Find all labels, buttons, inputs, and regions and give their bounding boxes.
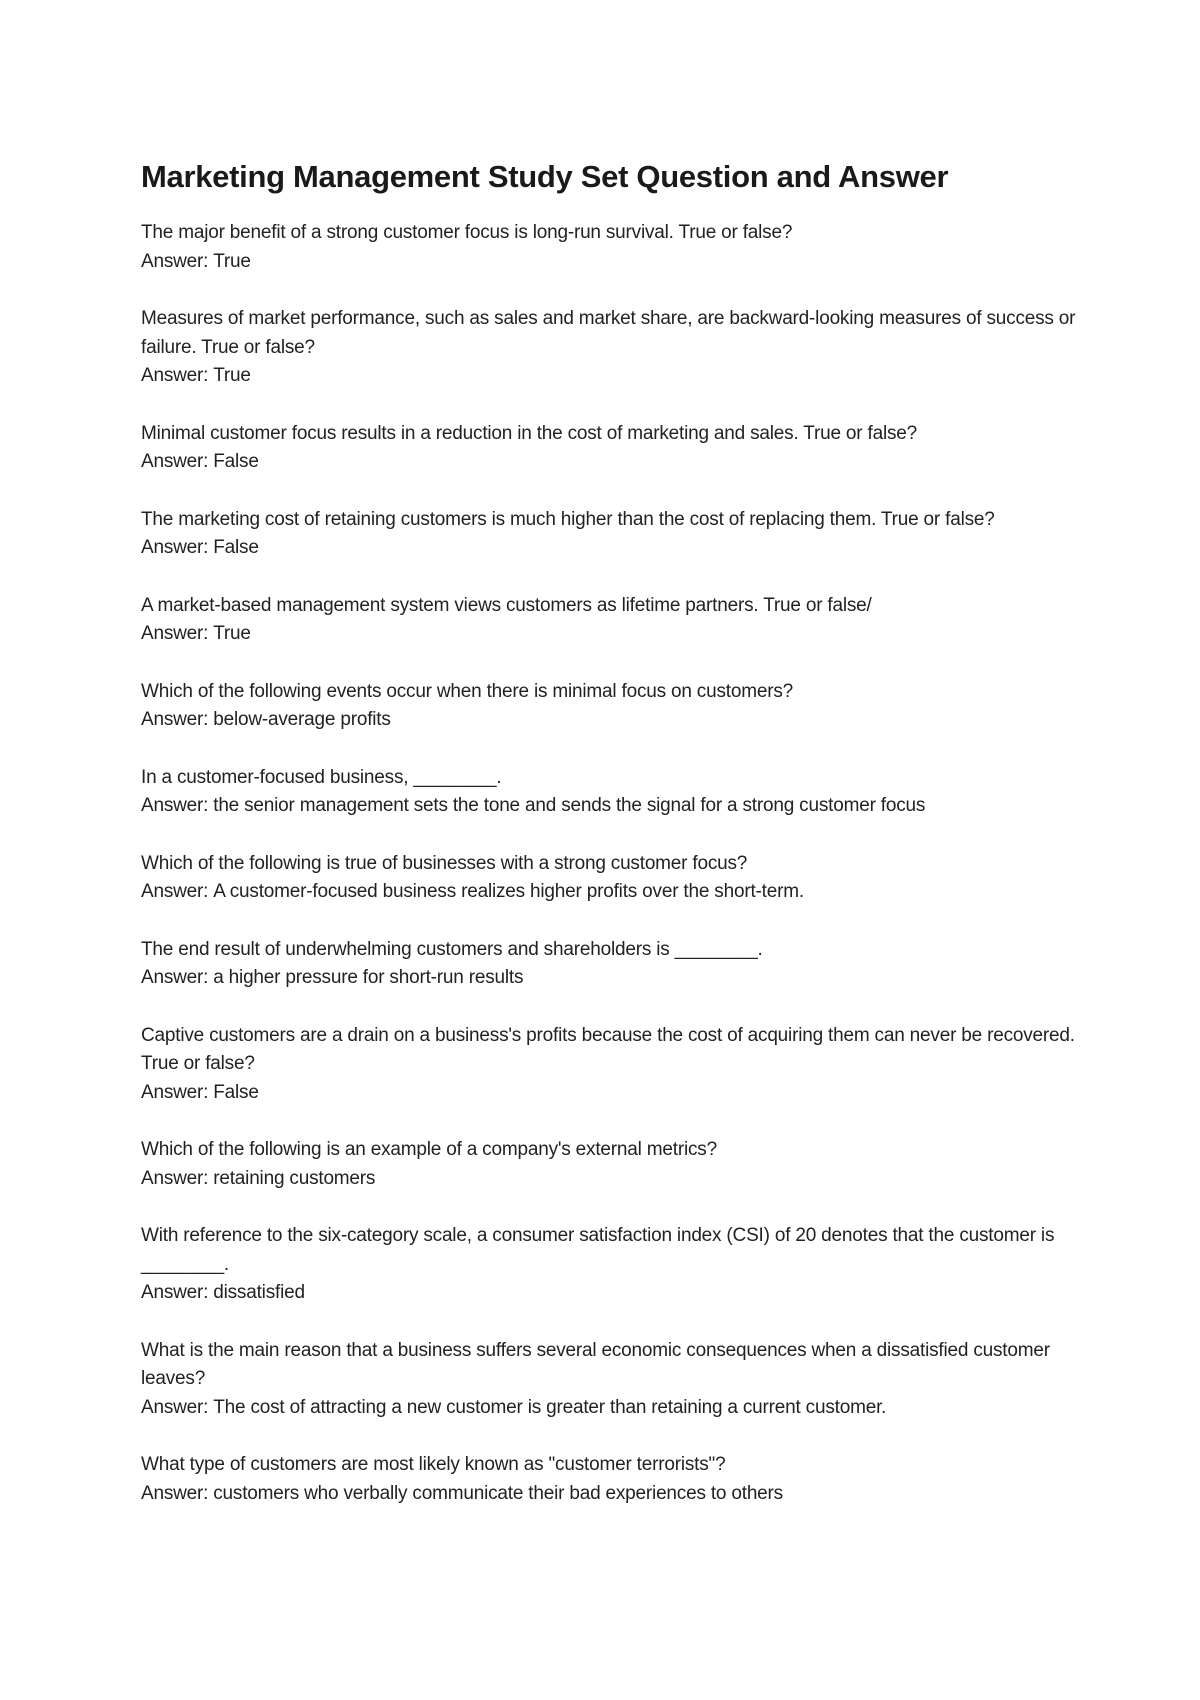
answer-text: A customer-focused business realizes higher profits over the short-term. bbox=[213, 881, 804, 902]
answer-text: customers who verbally communicate their bad experiences to others bbox=[213, 1482, 783, 1504]
answer-prefix: Answer: bbox=[141, 1081, 209, 1103]
answer-line bbox=[141, 706, 1081, 735]
answer-prefix: Answer: bbox=[141, 881, 209, 902]
answer-prefix: Answer: bbox=[141, 451, 209, 472]
qa-item bbox=[141, 305, 1081, 391]
qa-item bbox=[141, 764, 1081, 821]
question-text: The marketing cost of retaining customers is much higher than the cost of replacing them. True or false? bbox=[141, 508, 995, 530]
answer-text: dissatisfied bbox=[213, 1282, 305, 1303]
qa-item bbox=[141, 219, 1081, 276]
qa-item bbox=[141, 678, 1081, 735]
question-text: The end result of underwhelming customers and shareholders is ________. bbox=[141, 938, 763, 960]
answer-prefix: Answer: bbox=[141, 709, 209, 730]
answer-prefix: Answer: bbox=[141, 1482, 209, 1504]
question-text: Which of the following is an example of a company's external metrics? bbox=[141, 1139, 717, 1160]
answer-line bbox=[141, 792, 1081, 821]
answer-prefix: Answer: bbox=[141, 967, 209, 988]
answer-prefix: Answer: bbox=[141, 537, 209, 558]
question-text: The major benefit of a strong customer focus is long-run survival. True or false? bbox=[141, 222, 793, 243]
question-text: Which of the following is true of businesses with a strong customer focus? bbox=[141, 852, 748, 874]
qa-item bbox=[141, 1222, 1081, 1308]
question-text: Minimal customer focus results in a reduction in the cost of marketing and sales. True or false? bbox=[141, 422, 917, 444]
qa-item bbox=[141, 1451, 1081, 1508]
answer-text: True bbox=[213, 250, 251, 272]
document-title: Marketing Management Study Set Question and Answer bbox=[141, 159, 949, 194]
answer-text: a higher pressure for short-run results bbox=[213, 967, 524, 988]
answer-text: True bbox=[213, 365, 251, 386]
answer-line bbox=[141, 362, 1081, 391]
document-content bbox=[141, 158, 1081, 1537]
answer-line bbox=[141, 620, 1081, 649]
answer-line bbox=[141, 1480, 1081, 1509]
question-text: Measures of market performance, such as sales and market share, are backward-looking measures of success or failure. True or false? bbox=[141, 308, 1076, 358]
answer-line bbox=[141, 1079, 1081, 1108]
answer-text: retaining customers bbox=[213, 1167, 376, 1189]
answer-text: False bbox=[213, 451, 259, 472]
answer-line bbox=[141, 878, 1081, 907]
answer-text: below-average profits bbox=[213, 709, 391, 730]
qa-item bbox=[141, 850, 1081, 907]
answer-text: the senior management sets the tone and sends the signal for a strong customer focus bbox=[213, 795, 926, 816]
answer-prefix: Answer: bbox=[141, 623, 209, 644]
qa-item bbox=[141, 420, 1081, 477]
question-text: Which of the following events occur when there is minimal focus on customers? bbox=[141, 680, 794, 702]
answer-text: False bbox=[213, 1081, 259, 1103]
answer-prefix: Answer: bbox=[141, 795, 209, 816]
question-text: What is the main reason that a business suffers several economic consequences when a dissatisfied customer leaves? bbox=[141, 1339, 1050, 1389]
answer-line bbox=[141, 448, 1081, 477]
answer-line bbox=[141, 1394, 1081, 1423]
answer-prefix: Answer: bbox=[141, 1396, 209, 1418]
question-text: Captive customers are a drain on a business's profits because the cost of acquiring them can never be recovered. True or false? bbox=[141, 1024, 1075, 1074]
question-text: What type of customers are most likely known as "customer terrorists"? bbox=[141, 1454, 726, 1475]
question-text: With reference to the six-category scale, a consumer satisfaction index (CSI) of 20 denotes that the customer is ________. bbox=[141, 1225, 1055, 1275]
answer-line bbox=[141, 1279, 1081, 1308]
qa-item bbox=[141, 1337, 1081, 1423]
answer-line bbox=[141, 1165, 1081, 1194]
qa-item bbox=[141, 1136, 1081, 1193]
qa-item bbox=[141, 592, 1081, 649]
question-text: A market-based management system views customers as lifetime partners. True or false/ bbox=[141, 594, 872, 616]
answer-text: False bbox=[213, 537, 259, 558]
answer-prefix: Answer: bbox=[141, 365, 209, 386]
qa-item bbox=[141, 1022, 1081, 1108]
answer-prefix: Answer: bbox=[141, 1167, 209, 1189]
answer-line bbox=[141, 964, 1081, 993]
answer-prefix: Answer: bbox=[141, 1282, 209, 1303]
qa-item bbox=[141, 506, 1081, 563]
answer-line bbox=[141, 248, 1081, 277]
answer-text: True bbox=[213, 623, 251, 644]
answer-prefix: Answer: bbox=[141, 250, 209, 272]
question-text: In a customer-focused business, ________. bbox=[141, 766, 502, 788]
answer-line bbox=[141, 534, 1081, 563]
qa-item bbox=[141, 936, 1081, 993]
answer-text: The cost of attracting a new customer is greater than retaining a current customer. bbox=[213, 1396, 887, 1418]
